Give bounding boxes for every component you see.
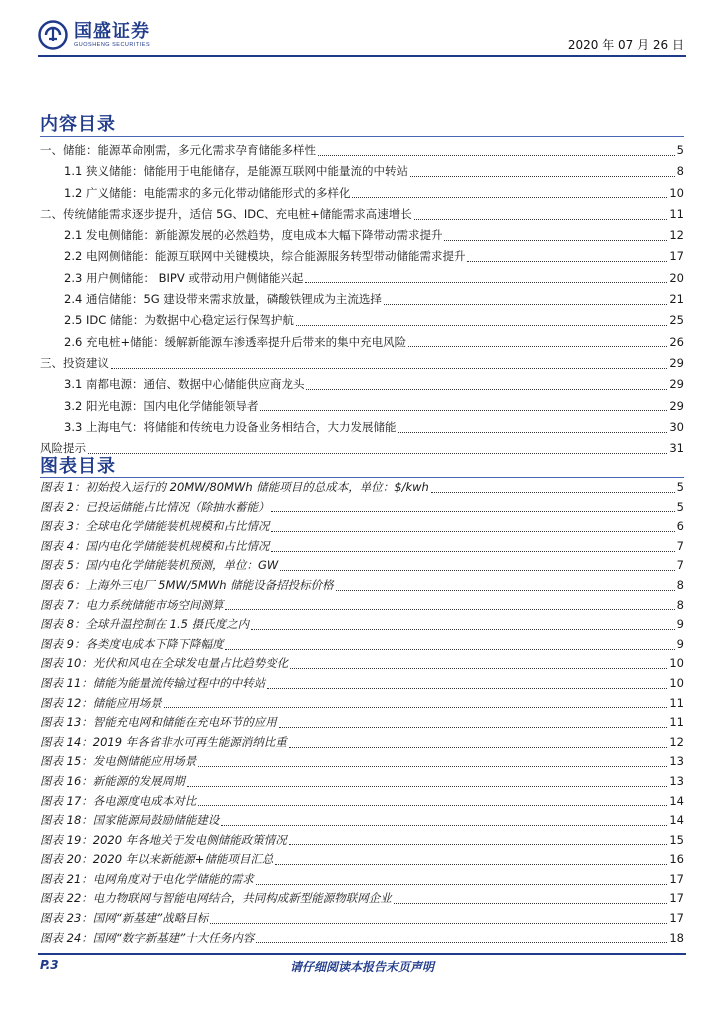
figure-entry-page: 5 bbox=[676, 499, 684, 514]
figure-entry-label: 图表 1：初始投入运行的 20MW/80MWh 储能项目的总成本，单位：$/kwh bbox=[40, 480, 429, 494]
dot-leader bbox=[290, 667, 667, 669]
figure-entry[interactable] bbox=[40, 556, 684, 576]
figure-entry[interactable] bbox=[40, 850, 684, 870]
toc-entry-label: 风险提示 bbox=[40, 441, 86, 456]
figure-entry[interactable] bbox=[40, 929, 684, 949]
dot-leader bbox=[225, 608, 674, 610]
figure-entry[interactable] bbox=[40, 694, 684, 714]
figure-entry-page: 5 bbox=[676, 480, 684, 494]
toc-entry-label: 2.3 用户侧储能： BIPV 或带动用户侧储能兴起 bbox=[64, 270, 304, 285]
dot-leader bbox=[431, 491, 675, 493]
figure-entry-page: 18 bbox=[669, 930, 684, 945]
toc-entry-page: 25 bbox=[669, 313, 684, 328]
figure-entry[interactable] bbox=[40, 870, 684, 890]
figure-entry-page: 15 bbox=[669, 832, 684, 847]
figure-entry[interactable] bbox=[40, 909, 684, 929]
figure-entry-page: 13 bbox=[669, 773, 684, 788]
figure-entry-page: 9 bbox=[676, 636, 684, 651]
figure-entry-page: 14 bbox=[669, 793, 684, 808]
toc-entry-label: 三、投资建议 bbox=[40, 355, 109, 370]
header-divider bbox=[38, 55, 686, 57]
figure-entry-label: 图表 4：国内电化学储能装机规模和占比情况 bbox=[40, 538, 270, 553]
figure-entry-page: 6 bbox=[676, 519, 684, 534]
report-date: 2020 年 07 月 26 日 bbox=[567, 38, 684, 52]
dot-leader bbox=[271, 530, 674, 532]
dot-leader bbox=[187, 785, 668, 787]
dot-leader bbox=[414, 218, 668, 220]
dot-leader bbox=[221, 824, 667, 826]
figure-entry[interactable] bbox=[40, 635, 684, 655]
figure-entry-page: 10 bbox=[669, 656, 684, 671]
toc-entry-label: 2.4 通信储能：5G 建设带来需求放量，磷酸铁锂成为主流选择 bbox=[64, 292, 382, 307]
figure-entry[interactable] bbox=[40, 615, 684, 635]
dot-leader bbox=[279, 726, 668, 728]
page-header bbox=[0, 0, 724, 60]
dot-leader bbox=[225, 648, 674, 650]
figure-entry-page: 8 bbox=[676, 577, 684, 592]
dot-leader bbox=[267, 687, 667, 689]
figure-entry-label: 图表 22：电力物联网与智能电网结合，共同构成新型能源物联网企业 bbox=[40, 891, 392, 906]
toc-entry[interactable] bbox=[40, 140, 684, 161]
toc-entry-page: 5 bbox=[676, 143, 684, 157]
dot-leader bbox=[444, 239, 667, 241]
toc-entry-label: 3.1 南都电源：通信、数据中心储能供应商龙头 bbox=[64, 377, 305, 392]
figure-entry-label: 图表 6：上海外三电厂 5MW/5MWh 储能设备招投标价格 bbox=[40, 577, 334, 592]
toc-entry[interactable] bbox=[40, 332, 684, 353]
toc-entry[interactable] bbox=[40, 268, 684, 289]
toc-entry-label: 一、储能：能源革命刚需，多元化需求孕育储能多样性 bbox=[40, 143, 316, 157]
dot-leader bbox=[271, 550, 674, 552]
figure-entry-label: 图表 14：2019 年各省非水可再生能源消纳比重 bbox=[40, 734, 287, 749]
toc-entry[interactable] bbox=[40, 374, 684, 395]
figure-entry-page: 10 bbox=[669, 675, 684, 690]
figure-entry-label: 图表 24：国网“数字新基建”十大任务内容 bbox=[40, 930, 255, 945]
figure-entry[interactable] bbox=[40, 811, 684, 831]
toc-entry[interactable] bbox=[40, 183, 684, 204]
toc-entry-label: 2.1 发电侧储能：新能源发展的必然趋势，度电成本大幅下降带动需求提升 bbox=[64, 228, 443, 243]
figure-entry-page: 13 bbox=[669, 754, 684, 769]
figure-entry-label: 图表 8：全球升温控制在 1.5 摄氏度之内 bbox=[40, 617, 250, 632]
toc-entry[interactable] bbox=[40, 225, 684, 246]
dot-leader bbox=[384, 303, 668, 305]
figure-entry-label: 图表 23：国网“新基建”战略目标 bbox=[40, 911, 209, 926]
dot-leader bbox=[111, 367, 667, 369]
toc-entry-page: 21 bbox=[669, 292, 684, 307]
figure-entry-page: 11 bbox=[669, 695, 684, 710]
figure-entry[interactable] bbox=[40, 654, 684, 674]
figure-entry-label: 图表 19：2020 年各地关于发电侧储能政策情况 bbox=[40, 832, 287, 847]
toc-entry[interactable] bbox=[40, 289, 684, 310]
toc-entry-label: 2.5 IDC 储能：为数据中心稳定运行保驾护航 bbox=[64, 313, 294, 328]
company-logo bbox=[38, 20, 150, 50]
logo-chinese-name: 国盛证券 bbox=[74, 20, 150, 42]
figure-entry-page: 12 bbox=[669, 734, 684, 749]
toc-entry[interactable] bbox=[40, 310, 684, 331]
figure-entry-page: 11 bbox=[669, 715, 684, 730]
figure-entry[interactable] bbox=[40, 792, 684, 812]
toc-entry[interactable] bbox=[40, 438, 684, 459]
dot-leader bbox=[296, 324, 667, 326]
figure-entry[interactable] bbox=[40, 498, 684, 518]
figure-entry[interactable] bbox=[40, 537, 684, 557]
dot-leader bbox=[398, 431, 667, 433]
dot-leader bbox=[271, 510, 674, 512]
dot-leader bbox=[275, 863, 667, 865]
toc-entry-label: 1.1 狭义储能：储能用于电能储存，是能源互联网中能量流的中转站 bbox=[64, 164, 408, 179]
figure-entry-label: 图表 18：国家能源局鼓励储能建设 bbox=[40, 813, 220, 828]
figure-entry-page: 7 bbox=[676, 558, 684, 573]
toc-entry-page: 29 bbox=[669, 377, 684, 392]
figure-entry-page: 14 bbox=[669, 813, 684, 828]
figure-entry-page: 17 bbox=[669, 871, 684, 886]
figures-list bbox=[40, 478, 684, 948]
figure-entry-label: 图表 3：全球电化学储能装机规模和占比情况 bbox=[40, 519, 270, 534]
figure-entry-label: 图表 15：发电侧储能应用场景 bbox=[40, 754, 197, 769]
logo-icon bbox=[38, 20, 68, 50]
logo-english-name: GUOSHENG SECURITIES bbox=[74, 41, 151, 48]
dot-leader bbox=[260, 409, 667, 411]
dot-leader bbox=[408, 345, 667, 347]
footer-divider bbox=[38, 953, 686, 955]
toc-entry-page: 29 bbox=[669, 355, 684, 370]
dot-leader bbox=[256, 883, 668, 885]
dot-leader bbox=[210, 922, 667, 924]
figure-entry-label: 图表 16：新能源的发展周期 bbox=[40, 773, 185, 788]
dot-leader bbox=[467, 260, 667, 262]
figure-entry-label: 图表 9：各类度电成本下降下降幅度 bbox=[40, 636, 224, 651]
figure-entry-label: 图表 12：储能应用场景 bbox=[40, 695, 162, 710]
toc-entry-label: 二、传统储能需求逐步提升，适信 5G、IDC、充电桩+储能需求高速增长 bbox=[40, 206, 412, 221]
figure-entry[interactable] bbox=[40, 889, 684, 909]
figure-entry-page: 17 bbox=[669, 891, 684, 906]
toc-entry[interactable] bbox=[40, 246, 684, 267]
figure-entry-label: 图表 17：各电源度电成本对比 bbox=[40, 793, 197, 808]
toc-entry-page: 26 bbox=[669, 334, 684, 349]
toc-entry-page: 10 bbox=[669, 185, 684, 200]
toc-entry[interactable] bbox=[40, 417, 684, 438]
figure-entry-page: 9 bbox=[676, 617, 684, 632]
figure-entry-page: 16 bbox=[669, 852, 684, 867]
dot-leader bbox=[256, 941, 667, 943]
figure-entry-label: 图表 5：国内电化学储能装机预测，单位：GW bbox=[40, 558, 279, 573]
toc-entry-page: 12 bbox=[669, 228, 684, 243]
figure-entry[interactable] bbox=[40, 674, 684, 694]
toc-entry-page: 17 bbox=[669, 249, 684, 264]
figure-entry[interactable] bbox=[40, 478, 684, 498]
toc-entry-page: 11 bbox=[669, 206, 684, 221]
toc-entry-label: 3.2 阳光电源：国内电化学储能领导者 bbox=[64, 398, 259, 413]
toc-entry-page: 20 bbox=[669, 270, 684, 285]
figure-entry[interactable] bbox=[40, 752, 684, 772]
figure-entry[interactable] bbox=[40, 831, 684, 851]
figure-entry-label: 图表 10：光伏和风电在全球发电量占比趋势变化 bbox=[40, 656, 289, 671]
dot-leader bbox=[305, 281, 667, 283]
dot-leader bbox=[198, 765, 667, 767]
figures-title: 图表目录 bbox=[40, 456, 116, 477]
toc-entry-label: 3.3 上海电气：将储能和传统电力设备业务相结合，大力发展储能 bbox=[64, 419, 397, 434]
toc-entry-label: 1.2 广义储能：电能需求的多元化带动储能形式的多样化 bbox=[64, 185, 351, 200]
toc-entry-label: 2.2 电网侧储能：能源互联网中关键模块，综合能源服务转型带动储能需求提升 bbox=[64, 249, 466, 264]
figure-entry[interactable] bbox=[40, 772, 684, 792]
figure-entry-label: 图表 11：储能为能量流传输过程中的中转站 bbox=[40, 675, 266, 690]
toc-entry-page: 29 bbox=[669, 398, 684, 413]
dot-leader bbox=[336, 589, 675, 591]
figure-entry-label: 图表 13：智能充电网和储能在充电环节的应用 bbox=[40, 715, 277, 730]
dot-leader bbox=[289, 746, 668, 748]
toc-entry-page: 31 bbox=[669, 441, 684, 456]
figure-entry-page: 8 bbox=[676, 597, 684, 612]
dot-leader bbox=[198, 804, 667, 806]
figure-entry-label: 图表 7：电力系统储能市场空间测算 bbox=[40, 597, 224, 612]
figure-entry[interactable] bbox=[40, 596, 684, 616]
toc-entry[interactable] bbox=[40, 161, 684, 182]
toc-title: 内容目录 bbox=[40, 114, 116, 135]
dot-leader bbox=[318, 154, 675, 156]
figure-entry[interactable] bbox=[40, 713, 684, 733]
figure-entry-label: 图表 21：电网角度对于电化学储能的需求 bbox=[40, 871, 254, 886]
toc-entry-page: 8 bbox=[676, 164, 684, 179]
dot-leader bbox=[164, 706, 668, 708]
toc-entry-label: 2.6 充电桩+储能：缓解新能源车渗透率提升后带来的集中充电风险 bbox=[64, 334, 407, 349]
dot-leader bbox=[352, 196, 667, 198]
figure-entry-page: 7 bbox=[676, 538, 684, 553]
dot-leader bbox=[410, 175, 675, 177]
figure-entry[interactable] bbox=[40, 517, 684, 537]
toc-divider bbox=[40, 136, 684, 137]
disclaimer-note: 请仔细阅读本报告末页声明 bbox=[289, 960, 434, 974]
figure-entry-label: 图表 20：2020 年以来新能源+储能项目汇总 bbox=[40, 852, 274, 867]
toc-entry[interactable] bbox=[40, 396, 684, 417]
toc-entry[interactable] bbox=[40, 204, 684, 225]
figure-entry[interactable] bbox=[40, 576, 684, 596]
figure-entry-page: 17 bbox=[669, 911, 684, 926]
dot-leader bbox=[289, 843, 668, 845]
toc-list bbox=[40, 140, 684, 459]
page-number: P.3 bbox=[40, 958, 59, 972]
toc-entry-page: 30 bbox=[669, 419, 684, 434]
figure-entry-label: 图表 2：已投运储能占比情况（除抽水蓄能） bbox=[40, 499, 270, 514]
figure-entry[interactable] bbox=[40, 733, 684, 753]
dot-leader bbox=[280, 569, 674, 571]
dot-leader bbox=[394, 902, 668, 904]
dot-leader bbox=[251, 628, 675, 630]
toc-entry[interactable] bbox=[40, 353, 684, 374]
dot-leader bbox=[306, 388, 667, 390]
dot-leader bbox=[88, 452, 667, 454]
